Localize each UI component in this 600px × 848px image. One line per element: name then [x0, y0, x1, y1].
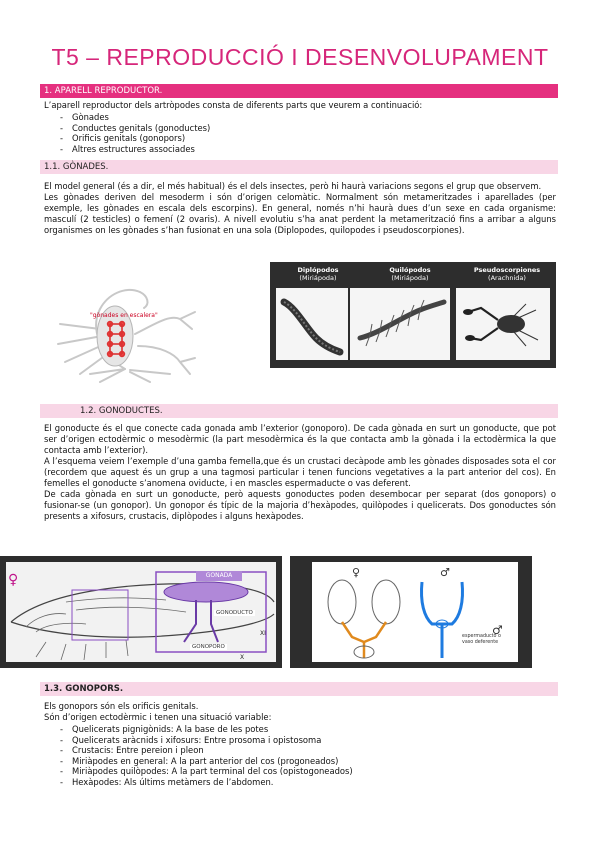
centipede-icon: [350, 288, 450, 360]
section-heading-gonopors: 1.3. GONOPORS.: [40, 682, 558, 696]
gonoduct-comparison-diagram: [290, 556, 532, 668]
myriapod-panels: [270, 262, 556, 368]
pseudoscorpion-image: [456, 288, 550, 360]
section-intro: L’aparell reproductor dels artròpodes consta de diferents parts que veurem a continuació:: [44, 100, 423, 110]
paragraph: A l’esquema veiem l’exemple d’una gamba femella,que és un crustaci decàpode amb les gònades disposades sota el cor (recordem que aquest és un grup a una tagmosi particular i tenen funcions vegetatives a la part anterior del cos). En femelles el gonoducte s’anomena oviducte, i en mascles espermaducte o vas deferent.: [44, 456, 556, 488]
label-roman-xi: XI: [260, 630, 266, 637]
gonopors-text: [44, 701, 556, 723]
list-item: - Conductes genitals (gonoductes): [44, 123, 210, 134]
panel-group: (Miriápoda): [299, 274, 337, 282]
gonopor-locations-list: [44, 724, 353, 788]
section-heading-aparell: 1. APARELL REPRODUCTOR.: [40, 84, 558, 98]
section-heading-gonades: 1.1. GÒNADES.: [40, 160, 558, 174]
list-item: - Crustacis: Entre pereion i pleon: [44, 745, 353, 756]
label-gonoporo: GONOPORO: [192, 644, 225, 650]
gonoduct-canvas: [312, 562, 518, 662]
shrimp-diagram: [0, 556, 282, 668]
gonoductes-text: [44, 423, 556, 522]
panel-name: Pseudoscorpiones: [473, 266, 541, 274]
scorpion-figure: [30, 274, 210, 384]
page-title: T5 – REPRODUCCIÓ I DESENVOLUPAMENT: [51, 44, 549, 70]
label-gonada: GONADA: [196, 571, 242, 581]
paragraph: El gonoducte és el que conecte cada gonada amb l’exterior (gonoporo). De cada gònada en surt un gonoducte, que pot ser d’origen ectodèrmic o mesodèrmic (la part mesodèrmica és la que contacta amb la gònada i la ectodèrmica la que contacta amb l’exterior).: [44, 423, 556, 455]
millipede-icon: [276, 288, 348, 360]
panel-label: [278, 266, 358, 282]
section-heading-gonoductes: 1.2. GONODUCTES.: [40, 404, 558, 418]
chilopod-image: [350, 288, 450, 360]
male-symbol-icon: ♂: [492, 623, 503, 637]
list-item: - Quelicerats aràcnids i xifosurs: Entre prosoma i opistosoma: [44, 735, 353, 746]
figure-label: "gònades en escalera": [90, 312, 158, 319]
shrimp-diagram-canvas: [6, 562, 276, 662]
gonades-text: [44, 181, 556, 236]
list-item: - Orificis genitals (gonopors): [44, 133, 210, 144]
list-item: - Altres estructures associades: [44, 144, 210, 155]
male-symbol-icon: ♂: [440, 566, 450, 579]
paragraph: El model general (és a dir, el més habitual) és el dels insectes, però hi haurà variacions segons el grup que observem.: [44, 181, 542, 191]
pseudoscorpion-icon: [456, 288, 550, 360]
list-item: - Quelicerats pignigònids: A la base de les potes: [44, 724, 353, 735]
scorpion-icon: [30, 274, 210, 384]
paragraph: Són d’origen ectodèrmic i tenen una situació variable:: [44, 712, 272, 722]
label-roman-x: X: [240, 654, 245, 661]
panel-label: [462, 266, 552, 282]
gonoduct-icon: [312, 562, 518, 662]
female-symbol-icon: ♀: [352, 566, 361, 579]
panel-label: [370, 266, 450, 282]
list-item: - Miriàpodes en general: A la part anterior del cos (progoneados): [44, 756, 353, 767]
label-espermaducto: espermaducto o vaso deferente: [462, 634, 501, 645]
female-symbol-icon: ♀: [8, 572, 19, 588]
list-item: - Hexàpodes: Als últims metàmers de l’abdomen.: [44, 777, 353, 788]
label-gonoducto: GONODUCTO: [216, 610, 253, 616]
panel-group: (Arachnida): [488, 274, 526, 282]
panel-name: Diplópodos: [297, 266, 339, 274]
parts-list: [44, 112, 210, 154]
paragraph: De cada gònada en surt un gonoducte, però aquests gonoductes poden desembocar per separat (dos gonopors) o fusionar-se (un gonopor). Un gonopor és típic de la majoria d’hexàpodes, quilòpodes i quelicerats. Dos gonoductes són presents a xifosurs, crustacis, diplòpodes i alguns hexàpodes.: [44, 489, 556, 521]
panel-name: Quilópodos: [389, 266, 431, 274]
paragraph: Les gònades deriven del mesoderm i són d’origen celomàtic. Normalment són metameritzades i aparellades (per exemple, les gònades en escala dels escorpins). En general, només n’hi haurà dues d’un sexe en cada organisme: masculí (2 testicles) o femení (2 ovaris). A nivell evolutiu s’ha anat perdent la metamerització fins a arribar a alguns organismes on les gònades s’han fusionat en una sola (Diplopodes, quilopodes i pseudoscorpiones).: [44, 192, 556, 235]
paragraph: Els gonopors són els orificis genitals.: [44, 701, 199, 711]
list-item: - Gònades: [44, 112, 210, 123]
panel-group: (Miriápoda): [391, 274, 429, 282]
list-item: - Miriàpodes quilòpodes: A la part terminal del cos (opistogoneados): [44, 766, 353, 777]
diplopod-image: [276, 288, 348, 360]
